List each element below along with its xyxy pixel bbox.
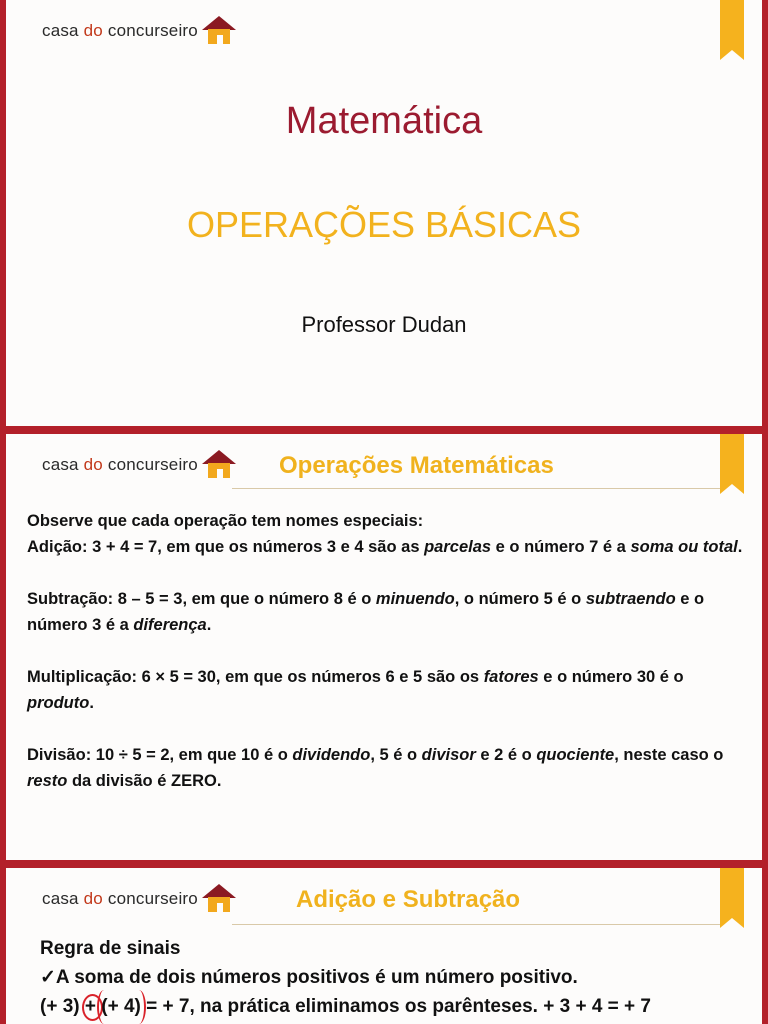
header-divider [232,488,726,489]
example-line: (+ 3) + (+ 4) = + 7, na prática eliminamos os parênteses. + 3 + 4 = + 7 [40,992,740,1021]
logo [42,16,236,46]
slide-operacoes [6,434,762,860]
house-icon [202,884,236,914]
logo-text: casa do concurseiro [42,455,198,474]
intro-text: Observe que cada operação tem nomes especiais: [27,512,424,530]
slide-body [27,508,743,794]
addition-text: Adição: 3 + 4 = 7, em que os números 3 e 4 são as parcelas e o número 7 é a soma ou total. [27,538,743,556]
bookmark-ribbon-icon [720,434,744,494]
circled-plus-annotation: + [85,992,96,1021]
bookmark-ribbon-icon [720,0,744,60]
logo [42,884,236,914]
division-text: Divisão: 10 ÷ 5 = 2, em que 10 é o dividendo, 5 é o divisor e 2 é o quociente, neste caso o resto da divisão é ZERO. [27,746,724,790]
slide-main-title: Matemática [285,100,483,142]
logo-text: casa do concurseiro [42,21,198,40]
parentheses-annotation: (+ 4) [101,992,141,1021]
rule-heading: Regra de sinais [40,938,181,959]
slide-title-page [6,0,762,426]
slide-adicao-subtracao [6,868,762,1024]
author-name: Professor Dudan [301,312,467,337]
slide-subtitle: OPERAÇÕES BÁSICAS [186,204,582,245]
multiplication-text: Multiplicação: 6 × 5 = 30, em que os números 6 e 5 são os fatores e o número 30 é o produto. [27,668,684,712]
slide-body [40,934,740,1021]
header-divider [232,924,726,925]
check-icon: ✓ [40,967,56,988]
logo [42,450,236,480]
rule-item: ✓A soma de dois números positivos é um número positivo. [40,967,578,988]
slide-title: Adição e Subtração [296,886,521,913]
subtraction-text: Subtração: 8 – 5 = 3, em que o número 8 é o minuendo, o número 5 é o subtraendo e o número 3 é a diferença. [27,590,705,634]
bookmark-ribbon-icon [720,868,744,928]
logo-text: casa do concurseiro [42,889,198,908]
house-icon [202,450,236,480]
slide-title: Operações Matemáticas [279,452,554,479]
house-icon [202,16,236,46]
